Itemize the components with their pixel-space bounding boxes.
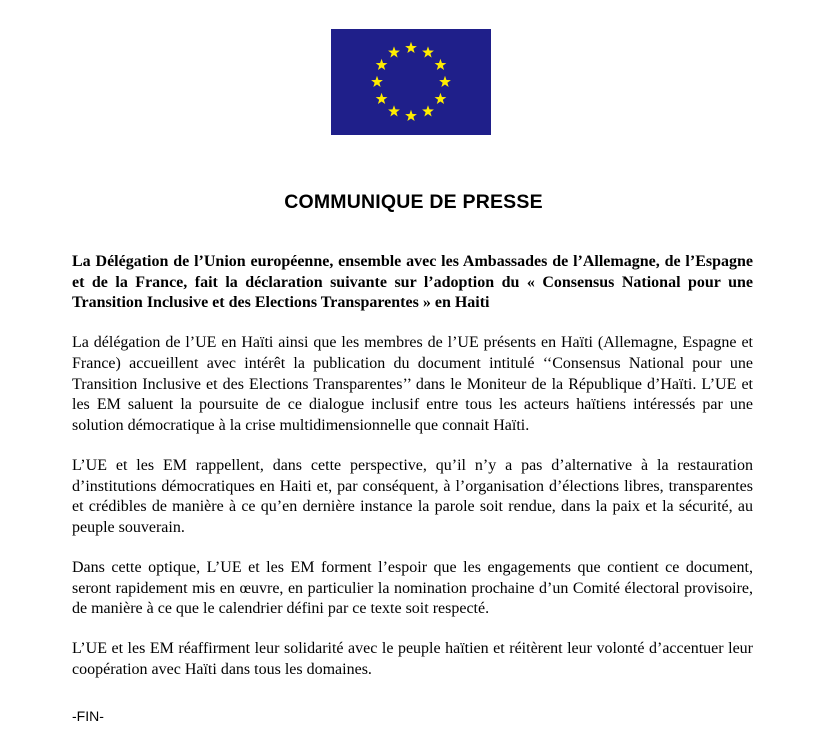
eu-flag-icon	[331, 29, 491, 135]
page-title: COMMUNIQUE DE PRESSE	[284, 191, 543, 213]
lead-paragraph: La Délégation de l’Union européenne, ensemble avec les Ambassades de l’Allemagne, de l’Espagne et de la France, fait la déclaration suivante sur l’adoption du « Consensus National pour une Transition Inclusive et des Elections Transparentes » en Haiti	[72, 253, 753, 312]
body-paragraph-3: Dans cette optique, L’UE et les EM forment l’espoir que les engagements que contient ce document, seront rapidement mis en œuvre, en particulier la nomination prochaine d’un Comité électoral provisoire, de manière à ce que le calendrier défini par ce texte soit respecté.	[72, 558, 753, 618]
body-paragraph-1: La délégation de l’UE en Haïti ainsi que les membres de l’UE présents en Haïti (Allemagne, Espagne et France) accueillent avec intérêt la publication du document intitulé ‘‘Consensus National pour une Transition Inclusive et des Elections Transparentes’’ dans le Moniteur de la République d’Haïti. L’UE et les EM saluent la poursuite de ce dialogue inclusif entre tous les acteurs haïtiens intéressés par une solution démocratique à la crise multidimensionnelle que connait Haïti.	[72, 334, 753, 434]
body-paragraph-4: L’UE et les EM réaffirment leur solidarité avec le peuple haïtien et réitèrent leur volonté d’accentuer leur coopération avec Haïti dans tous les domaines.	[72, 640, 753, 678]
eu-flag-graphic	[331, 29, 491, 135]
end-marker: -FIN-	[72, 708, 104, 724]
press-release-body	[72, 252, 753, 700]
body-paragraph-2: L’UE et les EM rappellent, dans cette perspective, qu’il n’y a pas d’alternative à la restauration d’institutions démocratiques en Haiti et, par conséquent, à l’organisation d’élections libres, transparentes et crédibles de manière à ce qu’en dernière instance la parole soit rendue, dans la paix et la sécurité, au peuple souverain.	[72, 456, 753, 536]
